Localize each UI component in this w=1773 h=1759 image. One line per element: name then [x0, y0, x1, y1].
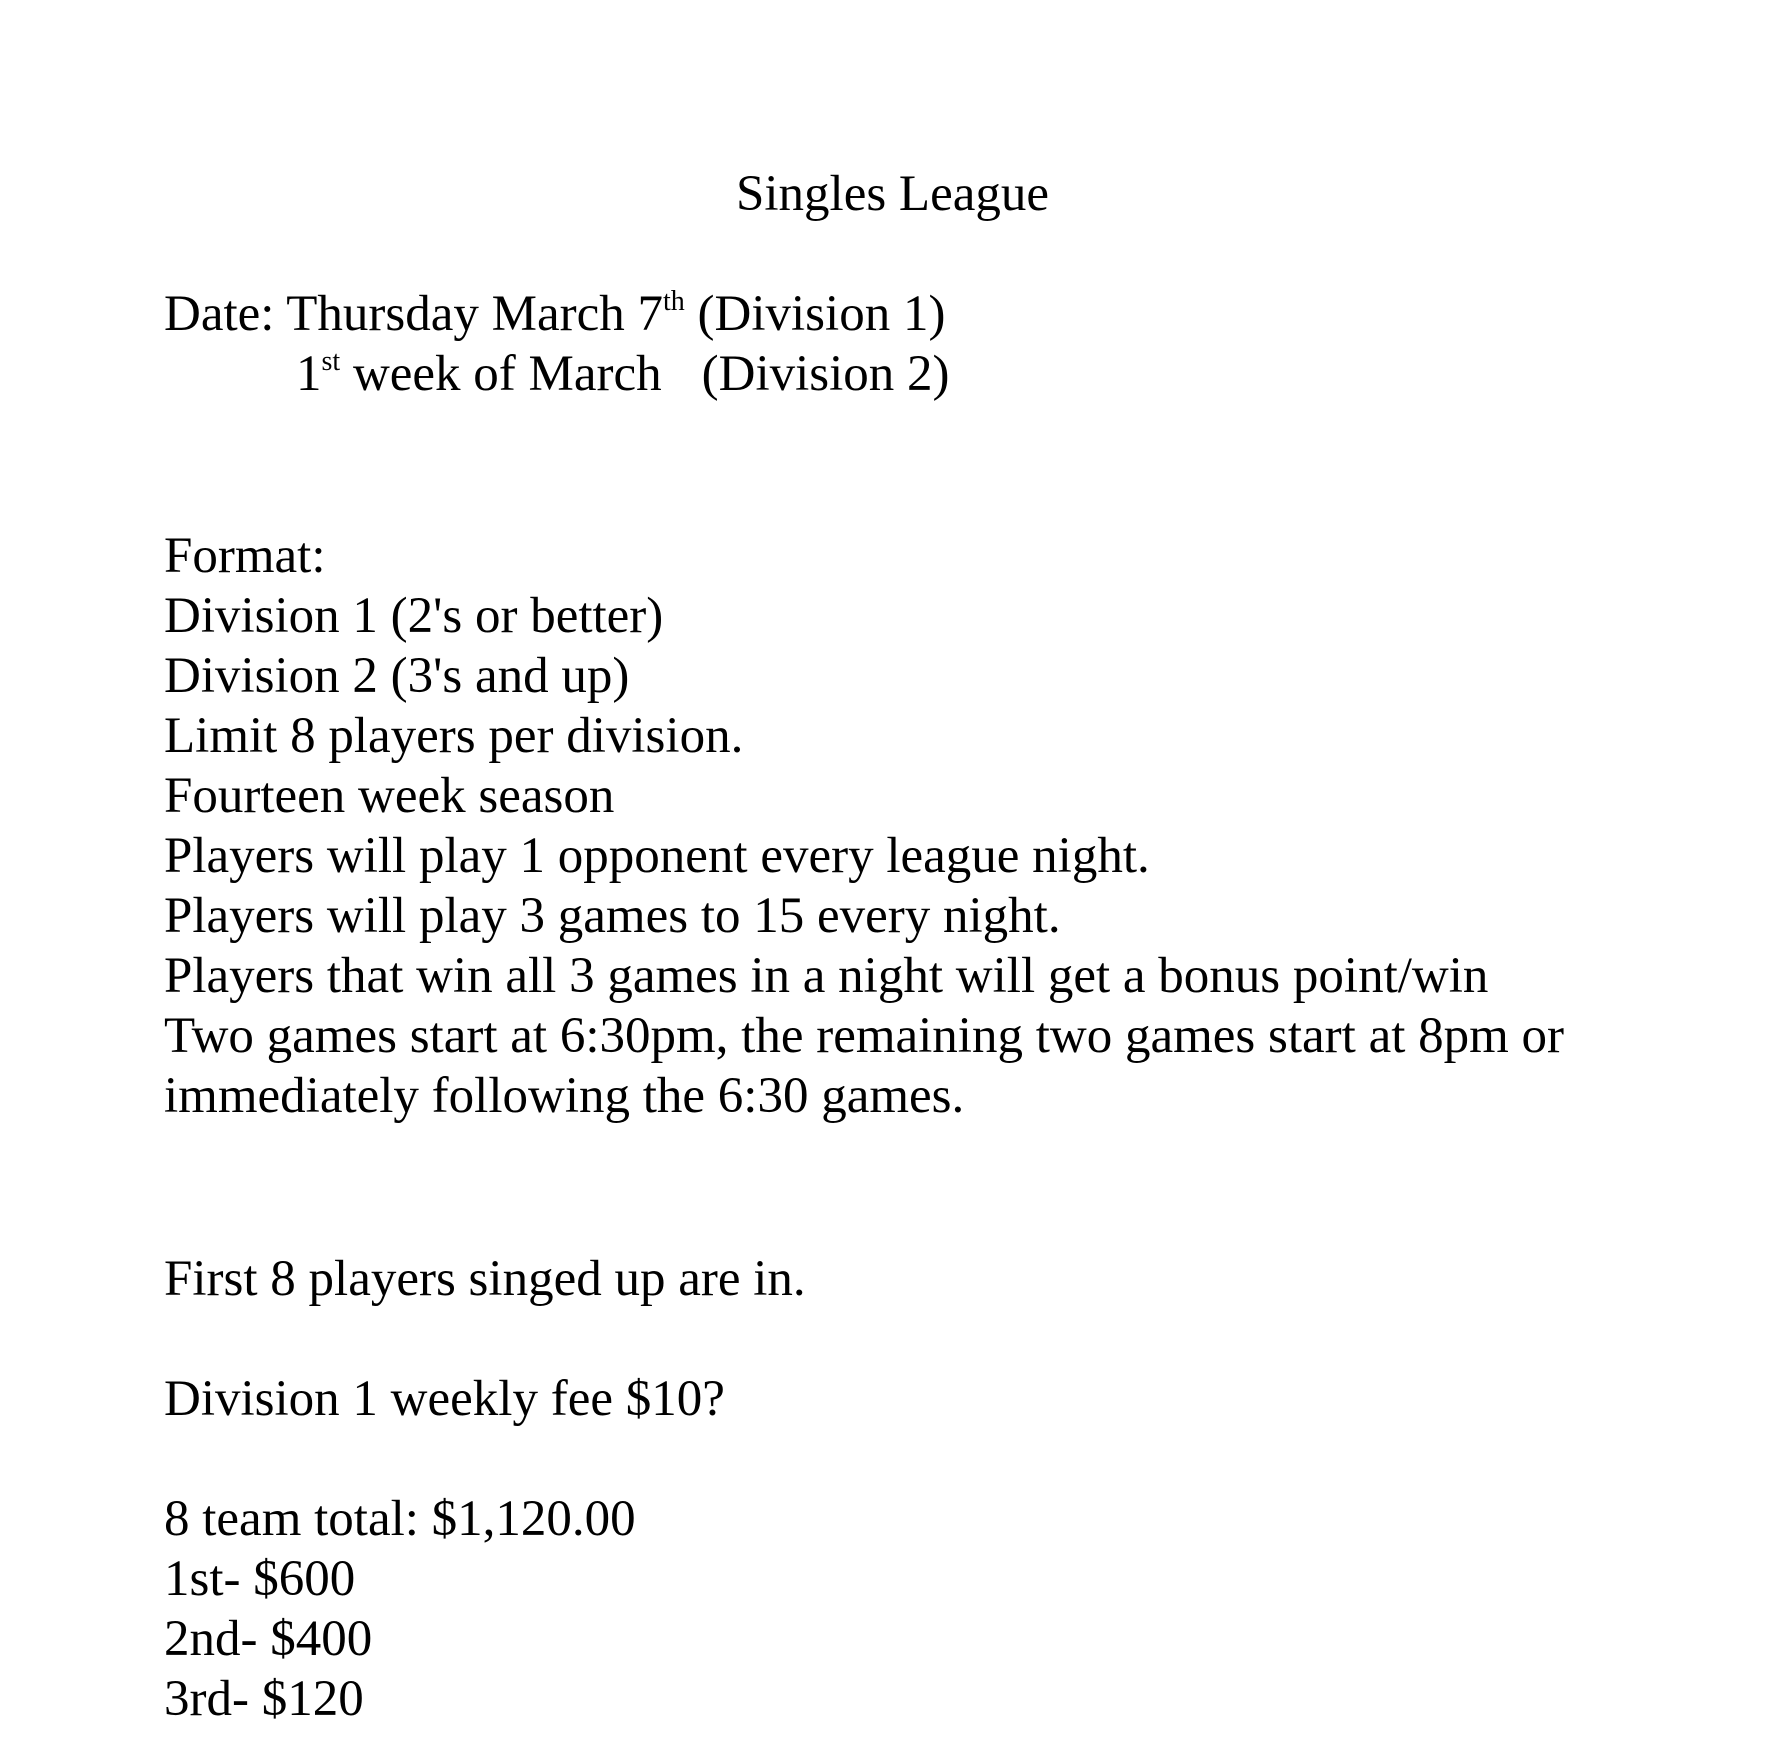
date-line-2-mid: week of March — [340, 346, 662, 402]
date-line-2-prefix: 1 — [296, 346, 322, 402]
page-title — [0, 165, 1773, 223]
date-line-division-2 — [296, 345, 950, 403]
format-line: Division 2 (3's and up) — [164, 648, 630, 704]
format-line: immediately following the 6:30 games. — [164, 1068, 965, 1124]
date-line-division-1 — [164, 285, 945, 343]
format-line: Players will play 3 games to 15 every night. — [164, 888, 1061, 944]
prize-second: 2nd- $400 — [164, 1611, 373, 1667]
date-line-1-suffix: (Division 1) — [684, 286, 946, 342]
format-line: Players will play 1 opponent every league night. — [164, 828, 1150, 884]
prize-third: 3rd- $120 — [164, 1671, 364, 1727]
format-line: Fourteen week season — [164, 768, 615, 824]
signup-note: First 8 players singed up are in. — [164, 1251, 806, 1307]
date-line-2-suffix: (Division 2) — [701, 346, 950, 402]
date-line-2-superscript: st — [321, 346, 341, 377]
format-line: Two games start at 6:30pm, the remaining two games start at 8pm or — [164, 1008, 1565, 1064]
page-title-text: Singles League — [736, 166, 1049, 222]
prize-first: 1st- $600 — [164, 1551, 356, 1607]
fee-note: Division 1 weekly fee $10? — [164, 1371, 725, 1427]
format-line: Limit 8 players per division. — [164, 708, 744, 764]
format-line: Players that win all 3 games in a night will get a bonus point/win — [164, 948, 1489, 1004]
prize-total: 8 team total: $1,120.00 — [164, 1491, 636, 1547]
format-line: Division 1 (2's or better) — [164, 588, 664, 644]
format-heading: Format: — [164, 528, 326, 584]
date-line-1-prefix: Date: Thursday March 7 — [164, 286, 663, 342]
date-line-1-superscript: th — [663, 286, 685, 317]
